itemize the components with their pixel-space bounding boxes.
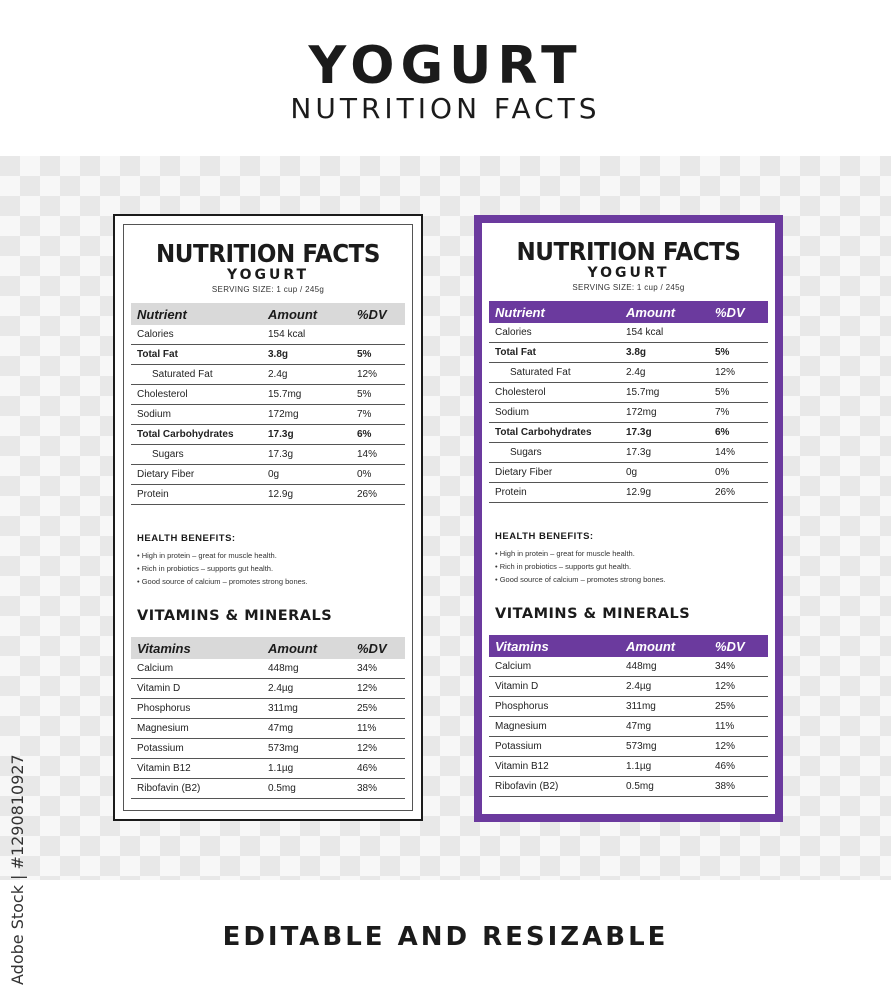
table-row [489, 757, 768, 777]
row-name: Sodium [137, 409, 171, 420]
row-amount: 1.1µg [268, 763, 294, 774]
row-amount: 15.7mg [626, 387, 660, 398]
row-name: Calories [137, 329, 174, 340]
table-header [131, 303, 405, 325]
table-row [131, 325, 405, 345]
row-dv: 7% [357, 409, 372, 420]
header-col-name: Vitamins [495, 638, 549, 654]
page-subtitle: NUTRITION FACTS [290, 92, 601, 125]
row-amount: 2.4µg [626, 681, 652, 692]
row-amount: 0.5mg [626, 781, 654, 792]
row-name: Ribofavin (B2) [137, 783, 201, 794]
table-row [489, 323, 768, 343]
header-col-dv: %DV [357, 306, 387, 322]
row-name: Calories [495, 327, 532, 338]
row-dv: 46% [715, 761, 736, 772]
row-amount: 448mg [268, 663, 299, 674]
row-name: Ribofavin (B2) [495, 781, 559, 792]
row-name: Protein [495, 487, 527, 498]
table-row [489, 717, 768, 737]
table-row [131, 405, 405, 425]
row-amount: 311mg [626, 701, 656, 712]
row-amount: 3.8g [268, 349, 289, 360]
row-name: Cholesterol [495, 387, 546, 398]
row-name: Sugars [152, 449, 184, 460]
table-row [131, 445, 405, 465]
row-dv: 5% [357, 389, 372, 400]
table-row [131, 699, 405, 719]
row-dv: 7% [715, 407, 730, 418]
table-row [489, 343, 768, 363]
row-amount: 17.3g [268, 449, 294, 460]
page-title: YOGURT [308, 36, 583, 96]
health-benefits [495, 531, 762, 586]
row-dv: 25% [715, 701, 736, 712]
row-name: Magnesium [495, 721, 547, 732]
row-amount: 154 kcal [626, 327, 664, 338]
benefit-item: • High in protein – great for muscle health. [495, 549, 635, 558]
label-inner [123, 224, 413, 811]
row-name: Vitamin B12 [137, 763, 191, 774]
row-amount: 47mg [626, 721, 652, 732]
header-col-name: Vitamins [137, 640, 191, 656]
row-dv: 12% [715, 367, 736, 378]
row-name: Dietary Fiber [495, 467, 553, 478]
header-col-dv: %DV [715, 638, 745, 654]
header-col-amount: Amount [268, 640, 318, 656]
table-row [489, 363, 768, 383]
nutrient-table [489, 301, 768, 503]
header-col-name: Nutrient [137, 306, 187, 322]
table-row [131, 345, 405, 365]
row-dv: 34% [357, 663, 378, 674]
table-row [489, 737, 768, 757]
nutrition-label-purple [474, 215, 783, 822]
row-name: Sodium [495, 407, 529, 418]
row-dv: 12% [715, 681, 736, 692]
nutrient-table [131, 303, 405, 505]
benefit-item: • High in protein – great for muscle health. [137, 551, 277, 560]
row-name: Phosphorus [137, 703, 191, 714]
table-header [131, 637, 405, 659]
benefits-title: HEALTH BENEFITS: [495, 531, 594, 542]
table-row [131, 385, 405, 405]
row-dv: 11% [715, 721, 735, 732]
table-row [131, 485, 405, 505]
table-header [489, 635, 768, 657]
row-dv: 46% [357, 763, 378, 774]
vitamins-table [489, 635, 768, 797]
table-row [489, 777, 768, 797]
row-name: Cholesterol [137, 389, 188, 400]
row-dv: 11% [357, 723, 377, 734]
table-row [489, 423, 768, 443]
vitamins-section-title: VITAMINS & MINERALS [137, 608, 333, 624]
vitamins-section-title: VITAMINS & MINERALS [495, 606, 691, 622]
table-row [489, 383, 768, 403]
label-inner [482, 223, 775, 814]
row-name: Total Carbohydrates [495, 427, 592, 438]
table-row [131, 365, 405, 385]
table-row [489, 403, 768, 423]
row-dv: 5% [715, 347, 730, 358]
row-dv: 12% [715, 741, 736, 752]
benefit-item: • Rich in probiotics – supports gut health. [137, 564, 274, 573]
health-benefits [137, 533, 399, 588]
table-row [131, 465, 405, 485]
table-row [131, 759, 405, 779]
row-dv: 26% [357, 489, 378, 500]
benefits-title: HEALTH BENEFITS: [137, 533, 236, 544]
header-col-name: Nutrient [495, 304, 545, 320]
row-dv: 6% [715, 427, 730, 438]
table-row [489, 677, 768, 697]
row-dv: 6% [357, 429, 372, 440]
row-amount: 172mg [268, 409, 299, 420]
row-amount: 0g [268, 469, 280, 480]
nutrition-label-plain [113, 214, 423, 821]
row-amount: 17.3g [626, 447, 652, 458]
label-title: NUTRITION FACTS [516, 237, 741, 266]
row-dv: 12% [357, 683, 378, 694]
benefit-item: • Rich in probiotics – supports gut health. [495, 562, 632, 571]
row-dv: 38% [715, 781, 736, 792]
row-name: Total Fat [137, 349, 178, 360]
row-name: Total Fat [495, 347, 536, 358]
row-name: Vitamin D [137, 683, 181, 694]
row-name: Vitamin D [495, 681, 539, 692]
row-dv: 12% [357, 369, 378, 380]
row-name: Dietary Fiber [137, 469, 195, 480]
table-row [489, 463, 768, 483]
table-row [489, 657, 768, 677]
page-header [0, 0, 891, 156]
row-dv: 25% [357, 703, 378, 714]
row-dv: 5% [715, 387, 730, 398]
row-name: Vitamin B12 [495, 761, 549, 772]
row-dv: 14% [715, 447, 736, 458]
row-name: Protein [137, 489, 169, 500]
benefit-item: • Good source of calcium – promotes strong bones. [495, 575, 666, 584]
row-name: Calcium [137, 663, 174, 674]
row-amount: 448mg [626, 661, 657, 672]
row-dv: 12% [357, 743, 378, 754]
row-dv: 38% [357, 783, 378, 794]
row-dv: 0% [715, 467, 730, 478]
row-name: Sugars [510, 447, 542, 458]
row-dv: 26% [715, 487, 736, 498]
table-row [489, 443, 768, 463]
row-amount: 12.9g [626, 487, 652, 498]
stock-credit: Adobe Stock | #1290810927 [8, 754, 27, 985]
vitamins-table [131, 637, 405, 799]
table-row [489, 697, 768, 717]
row-name: Saturated Fat [510, 367, 571, 378]
row-dv: 14% [357, 449, 378, 460]
header-col-amount: Amount [268, 306, 318, 322]
row-dv: 5% [357, 349, 372, 360]
row-amount: 12.9g [268, 489, 294, 500]
row-name: Phosphorus [495, 701, 549, 712]
row-amount: 573mg [626, 741, 657, 752]
row-name: Potassium [137, 743, 184, 754]
row-amount: 154 kcal [268, 329, 306, 340]
row-amount: 573mg [268, 743, 299, 754]
footer-caption: EDITABLE AND RESIZABLE [222, 922, 669, 952]
table-row [131, 719, 405, 739]
row-name: Saturated Fat [152, 369, 213, 380]
row-amount: 0.5mg [268, 783, 296, 794]
row-dv: 0% [357, 469, 372, 480]
header-col-amount: Amount [626, 638, 676, 654]
table-row [489, 483, 768, 503]
table-row [131, 679, 405, 699]
row-amount: 2.4g [268, 369, 288, 380]
row-name: Calcium [495, 661, 532, 672]
header-col-dv: %DV [357, 640, 387, 656]
row-dv: 34% [715, 661, 736, 672]
header-col-dv: %DV [715, 304, 745, 320]
row-name: Total Carbohydrates [137, 429, 234, 440]
table-row [131, 739, 405, 759]
row-amount: 2.4g [626, 367, 646, 378]
row-amount: 1.1µg [626, 761, 652, 772]
row-amount: 47mg [268, 723, 294, 734]
row-amount: 17.3g [268, 429, 294, 440]
serving-size: SERVING SIZE: 1 cup / 245g [572, 283, 685, 292]
row-amount: 3.8g [626, 347, 647, 358]
header-col-amount: Amount [626, 304, 676, 320]
row-amount: 0g [626, 467, 638, 478]
table-row [131, 659, 405, 679]
table-row [131, 425, 405, 445]
row-name: Magnesium [137, 723, 189, 734]
row-amount: 311mg [268, 703, 298, 714]
label-product-name: YOGURT [587, 265, 670, 281]
table-row [131, 779, 405, 799]
serving-size: SERVING SIZE: 1 cup / 245g [211, 285, 325, 294]
table-header [489, 301, 768, 323]
row-name: Potassium [495, 741, 542, 752]
row-amount: 17.3g [626, 427, 652, 438]
row-amount: 2.4µg [268, 683, 294, 694]
benefit-item: • Good source of calcium – promotes strong bones. [137, 577, 308, 586]
row-amount: 172mg [626, 407, 657, 418]
label-product-name: YOGURT [226, 267, 310, 283]
label-title: NUTRITION FACTS [155, 239, 381, 268]
row-amount: 15.7mg [268, 389, 302, 400]
